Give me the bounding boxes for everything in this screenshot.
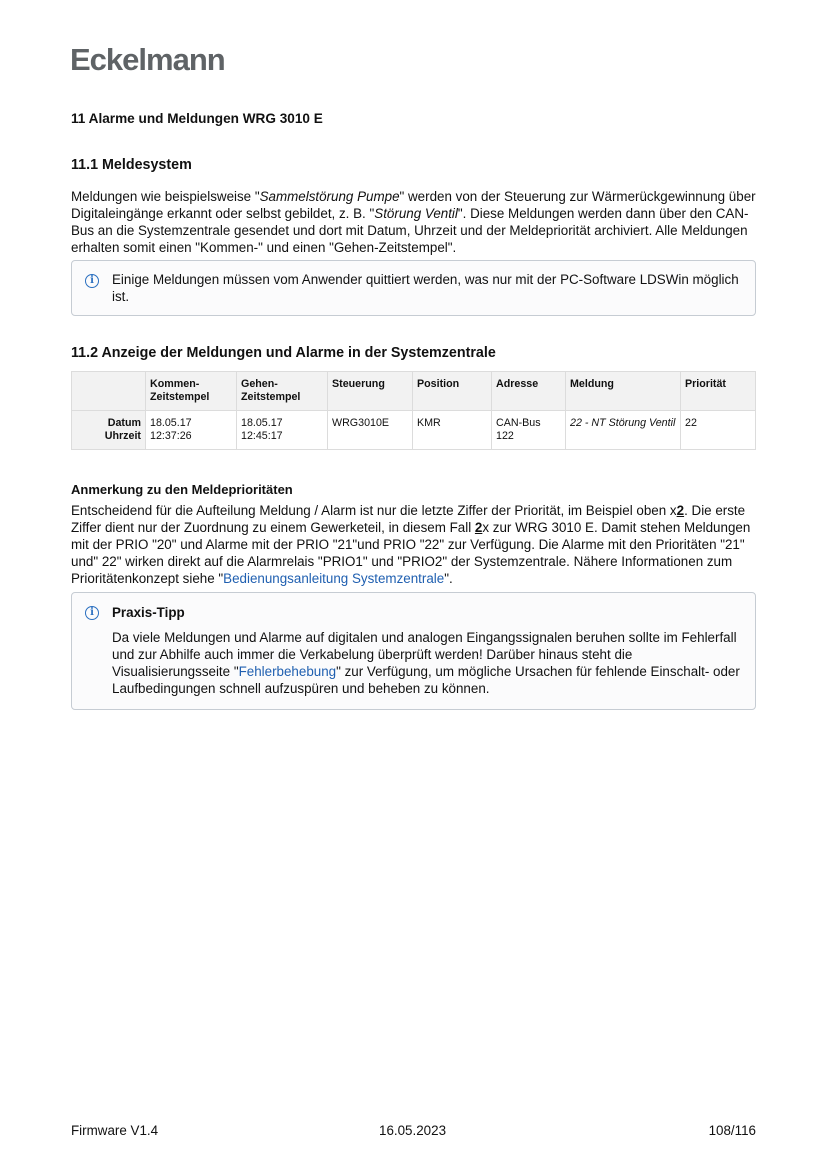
info-note	[71, 260, 756, 316]
section-title-11-1: 11.1 Meldesystem	[71, 157, 192, 173]
footer-firmware: Firmware V1.4	[71, 1123, 159, 1138]
practice-tip	[71, 592, 756, 710]
cell-steuerung: WRG3010E	[328, 411, 413, 450]
footer-page-number: 108/116	[708, 1123, 756, 1138]
tip-title: Praxis-Tipp	[112, 605, 185, 620]
subsection-title: Anmerkung zu den Meldeprioritäten	[71, 482, 293, 497]
eckelmann-logo: Eckelmann	[70, 42, 225, 77]
tip-text: Da viele Meldungen und Alarme auf digitalen und analogen Eingangssignalen beruhen sollte im Fehlerfall und zur Abhilfe auch immer die Verkabelung überprüft werden! Darüber hinaus steht die Visualisierungsseite "Fehlerbehebung" zur Verfügung, um mögliche Ursachen für fehlende Einschalt- oder Laufbedingungen schnell aufzuspüren und beheben zu können.	[112, 630, 740, 696]
cell-position: KMR	[413, 411, 492, 450]
cell-meldung: 22 - NT Störung Ventil	[566, 411, 681, 450]
header-cell: Gehen-Zeitstempel	[237, 372, 328, 411]
info-circle-icon: i	[85, 606, 99, 620]
section-title-11-2: 11.2 Anzeige der Meldungen und Alarme in der Systemzentrale	[71, 345, 496, 361]
chapter-title: 11 Alarme und Meldungen WRG 3010 E	[71, 111, 323, 126]
header-cell: Adresse	[492, 372, 566, 411]
table-row	[72, 411, 756, 450]
cell-gehen: 18.05.17 12:45:17	[237, 411, 328, 450]
row-label: Datum Uhrzeit	[72, 411, 146, 450]
cell-prioritaet: 22	[681, 411, 756, 450]
header-cell: Steuerung	[328, 372, 413, 411]
header-cell: Priorität	[681, 372, 756, 411]
header-cell	[72, 372, 146, 411]
messages-table	[71, 371, 756, 450]
link-fehlerbehebung[interactable]: Fehlerbehebung	[238, 664, 337, 679]
cell-kommen: 18.05.17 12:37:26	[146, 411, 237, 450]
cell-adresse: CAN-Bus 122	[492, 411, 566, 450]
link-bedienungsanleitung[interactable]: Bedienungsanleitung Systemzentrale	[223, 571, 445, 586]
header-cell: Meldung	[566, 372, 681, 411]
note-text: Einige Meldungen müssen vom Anwender quittiert werden, was nur mit der PC-Software LDSWin möglich ist.	[112, 272, 739, 304]
info-circle-icon: i	[85, 274, 99, 288]
header-cell: Kommen-Zeitstempel	[146, 372, 237, 411]
footer-date: 16.05.2023	[379, 1123, 447, 1138]
header-cell: Position	[413, 372, 492, 411]
priority-paragraph: Entscheidend für die Aufteilung Meldung / Alarm ist nur die letzte Ziffer der Priorität, im Beispiel oben x2. Die erste Ziffer dient nur der Zuordnung zu einem Gewerketeil, in diesem Fall 2x zur WRG 3010 E. Damit stehen Meldungen mit der PRIO "20" und Alarme mit der PRIO "21"und PRIO "22" zur Verfügung. Die Alarme mit den Prioritäten "21" und" 22" wirken direkt auf die Alarmrelais "PRIO1" und "PRIO2" der Systemzentrale. Nähere Informationen zum Prioritätenkonzept siehe "Bedienungsanleitung Systemzentrale".	[71, 503, 751, 586]
meldesystem-paragraph: Meldungen wie beispielsweise "Sammelstörung Pumpe" werden von der Steuerung zur Wärmerückgewinnung über Digitaleingänge erkannt oder selbst gebildet, z. B. "Störung Ventil". Diese Meldungen werden dann über den CAN-Bus an die Systemzentrale gesendet und dort mit Datum, Uhrzeit und der Meldepriorität archiviert. Alle Meldungen erhalten somit einen "Kommen-" und einen "Gehen-Zeitstempel".	[71, 189, 756, 255]
table-header-row	[72, 372, 756, 411]
